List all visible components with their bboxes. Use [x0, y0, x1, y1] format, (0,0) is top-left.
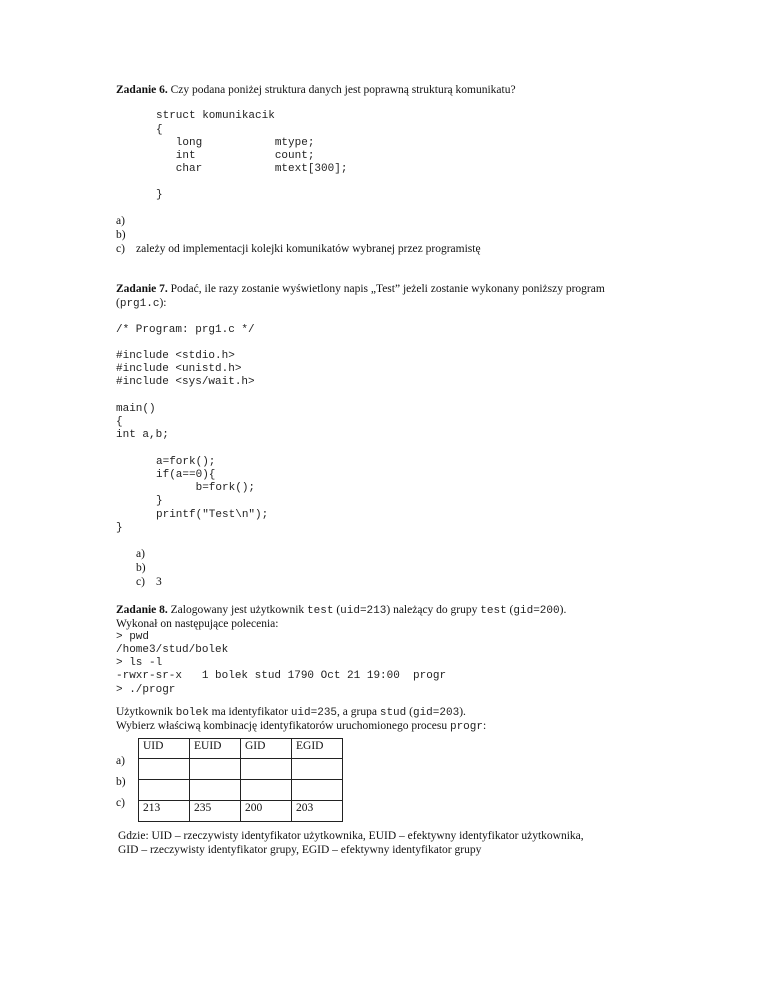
- task7-question: Podać, ile razy zostanie wyświetlony napis „Test” jeżeli zostanie wykonany poniższy program: [167, 283, 605, 295]
- task6-option-a: [116, 215, 125, 228]
- id-table: [138, 738, 343, 822]
- task8-uid: uid=213: [340, 605, 387, 617]
- task7-code-line-4: #include <unistd.h>: [116, 363, 242, 375]
- task6-option-c: [116, 243, 481, 256]
- table-header-row: [139, 739, 343, 759]
- owner-user: bolek: [175, 707, 209, 719]
- task7-body-line-2: if(a==0){: [156, 469, 216, 481]
- text: , a grupa: [337, 706, 380, 718]
- task7-title: [116, 283, 605, 296]
- task7-heading: Zadanie 7.: [116, 283, 168, 295]
- header-uid: UID: [139, 739, 190, 759]
- text: Zalogowany jest użytkownik: [167, 604, 308, 616]
- table-cell: 200: [241, 801, 292, 822]
- task8-heading: Zadanie 8.: [116, 604, 168, 616]
- task7-code-line-7: main(): [116, 403, 156, 415]
- task6-title: [116, 84, 516, 97]
- task8-owner-info: [116, 706, 466, 720]
- table-cell: [292, 759, 343, 780]
- table-row: [139, 801, 343, 822]
- paren: ):: [159, 297, 167, 309]
- task7-body-line-5: printf("Test\n");: [156, 509, 269, 521]
- task7-option-a: [136, 548, 145, 561]
- text: Użytkownik: [116, 706, 176, 718]
- table-cell: 235: [190, 801, 241, 822]
- owner-uid: uid=235: [290, 707, 338, 719]
- table-cell: 203: [292, 801, 343, 822]
- text: (: [333, 604, 341, 616]
- table-cell: [190, 780, 241, 801]
- header-egid: EGID: [292, 739, 343, 759]
- option-text: 3: [156, 576, 162, 588]
- text: (: [406, 706, 413, 718]
- option-label: b): [116, 229, 126, 241]
- task7-code-line-3: #include <stdio.h>: [116, 350, 235, 362]
- text: ).: [559, 604, 567, 616]
- task7-option-b: [136, 562, 146, 575]
- task6-option-b: [116, 229, 126, 242]
- task7-code-line-1: /* Program: prg1.c */: [116, 324, 255, 336]
- process-name: progr: [449, 721, 483, 733]
- task6-code-line-2: {: [156, 124, 163, 136]
- text: ma identyfikator: [208, 706, 291, 718]
- task7-code-end: }: [116, 522, 123, 534]
- option-label: b): [136, 562, 146, 574]
- table-row-label-b: b): [116, 776, 126, 788]
- table-row-label-a: a): [116, 755, 125, 767]
- table-cell: [139, 759, 190, 780]
- table-cell: [190, 759, 241, 780]
- option-label: c): [116, 243, 125, 255]
- table-cell: [241, 759, 292, 780]
- task7-code-line-9: int a,b;: [116, 429, 169, 441]
- task7-option-c: [136, 576, 162, 589]
- owner-group: stud: [379, 707, 407, 719]
- terminal-line-2: /home3/stud/bolek: [116, 644, 229, 656]
- text: (: [506, 604, 514, 616]
- task6-code-line-5: char mtext[300];: [156, 163, 348, 175]
- task7-body-line-1: a=fork();: [156, 456, 216, 468]
- terminal-line-1: > pwd: [116, 631, 150, 643]
- task8-choose: [116, 720, 486, 734]
- option-label: a): [116, 215, 125, 227]
- task8-commands-intro: Wykonał on następujące polecenia:: [116, 618, 279, 630]
- task6-code-line-7: }: [156, 189, 163, 201]
- table-row: [139, 780, 343, 801]
- table-cell: 213: [139, 801, 190, 822]
- task7-question-line2: [116, 297, 166, 311]
- header-euid: EUID: [190, 739, 241, 759]
- table-cell: [241, 780, 292, 801]
- terminal-line-4: -rwxr-sr-x 1 bolek stud 1790 Oct 21 19:00 progr: [116, 670, 447, 682]
- task8-user: test: [307, 605, 334, 617]
- terminal-line-3: > ls -l: [116, 657, 163, 669]
- text: ).: [459, 706, 466, 718]
- task7-body-line-4: }: [156, 495, 163, 507]
- table-cell: [292, 780, 343, 801]
- task7-body-line-3: b=fork();: [156, 482, 256, 494]
- terminal-line-5: > ./progr: [116, 684, 176, 696]
- task6-heading: Zadanie 6.: [116, 84, 168, 96]
- text: ) należący do grupy: [386, 604, 481, 616]
- task8-gid: gid=200: [513, 605, 560, 617]
- table-row-label-c: c): [116, 797, 125, 809]
- task7-code-line-8: {: [116, 416, 123, 428]
- paren: (: [116, 297, 120, 309]
- option-text: zależy od implementacji kolejki komunikatów wybranej przez programistę: [136, 243, 481, 255]
- task8-group: test: [480, 605, 507, 617]
- task6-code-line-3: long mtype;: [156, 137, 315, 149]
- task6-question: Czy podana poniżej struktura danych jest poprawną strukturą komunikatu?: [167, 84, 516, 96]
- task8-title: [116, 604, 566, 618]
- text: Wybierz właściwą kombinację identyfikatorów uruchomionego procesu: [116, 720, 450, 732]
- option-label: a): [136, 548, 145, 560]
- task6-code-line-1: struct komunikacik: [156, 110, 275, 122]
- legend-line-1: Gdzie: UID – rzeczywisty identyfikator użytkownika, EUID – efektywny identyfikator użytkownika,: [118, 830, 584, 842]
- option-label: c): [136, 576, 145, 588]
- owner-gid: gid=203: [412, 707, 460, 719]
- legend-line-2: GID – rzeczywisty identyfikator grupy, EGID – efektywny identyfikator grupy: [118, 844, 482, 856]
- task7-filename: prg1.c: [119, 298, 160, 310]
- header-gid: GID: [241, 739, 292, 759]
- table-row: [139, 759, 343, 780]
- task6-code-line-4: int count;: [156, 150, 315, 162]
- table-cell: [139, 780, 190, 801]
- text: :: [483, 720, 487, 732]
- task7-code-line-5: #include <sys/wait.h>: [116, 376, 255, 388]
